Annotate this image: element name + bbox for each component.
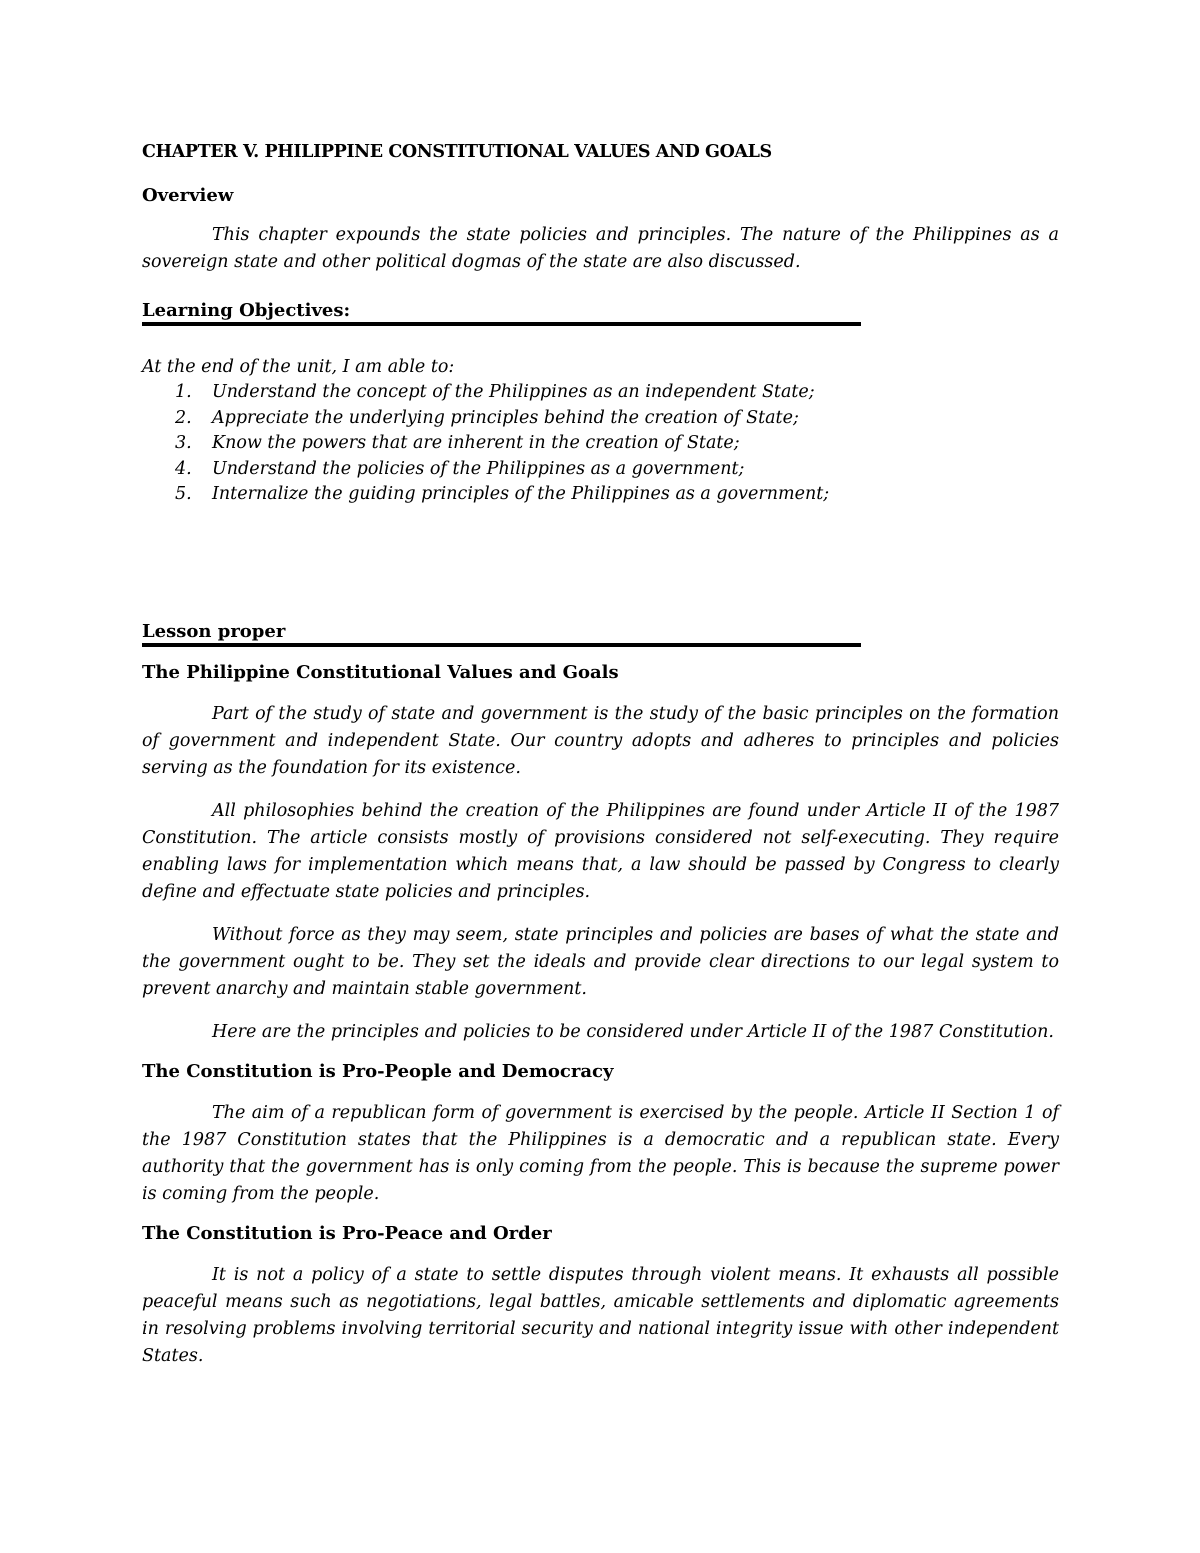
lesson-subheading: The Philippine Constitutional Values and Goals — [142, 661, 619, 683]
lesson-paragraph: Here are the principles and policies to be considered under Article II of the 1987 Constitution. — [212, 1021, 1054, 1042]
list-item: 4. Understand the policies of the Philippines as a government; — [175, 458, 745, 479]
lesson-paragraph: Part of the study of state and government is the study of the basic principles on the formation of government and independent State. Our country adopts and adheres to principles and policies serving as the foundation for its existence. — [142, 703, 1059, 778]
lesson-proper-heading: Lesson proper — [142, 621, 861, 647]
pro-people-heading: The Constitution is Pro-People and Democracy — [142, 1060, 614, 1082]
pro-people-text: The aim of a republican form of government is exercised by the people. Article II Section 1 of the 1987 Constitution states that the Philippines is a democratic and a republican state. Every authority that the government has is only coming from the people. This is because the supreme power is coming from the people. — [142, 1102, 1059, 1204]
objectives-intro: At the end of the unit, I am able to: — [142, 357, 455, 377]
pro-peace-text: It is not a policy of a state to settle disputes through violent means. It exhausts all possible peaceful means such as negotiations, legal battles, amicable settlements and diplomatic agreements in resolving problems involving territorial security and national integrity issue with other independent States. — [142, 1264, 1059, 1366]
objectives-list — [142, 380, 1059, 508]
list-item: 5. Internalize the guiding principles of the Philippines as a government; — [175, 484, 830, 504]
overview-heading: Overview — [142, 185, 234, 206]
overview-text: This chapter expounds the state policies and principles. The nature of the Philippines as a sovereign state and other political dogmas of the state are also discussed. — [142, 225, 1059, 272]
chapter-title: CHAPTER V. PHILIPPINE CONSTITUTIONAL VALUES AND GOALS — [142, 142, 772, 162]
lesson-paragraph: Without force as they may seem, state principles and policies are bases of what the state and the government ought to be. They set the ideals and provide clear directions to our legal system to prevent anarchy and maintain stable government. — [142, 924, 1059, 999]
learning-objectives-heading: Learning Objectives: — [142, 300, 861, 326]
list-item: 3. Know the powers that are inherent in the creation of State; — [175, 433, 740, 453]
list-item: 2. Appreciate the underlying principles behind the creation of State; — [175, 407, 799, 428]
document-page — [142, 140, 1059, 1370]
pro-peace-heading: The Constitution is Pro-Peace and Order — [142, 1222, 552, 1244]
lesson-paragraph: All philosophies behind the creation of the Philippines are found under Article II of the 1987 Constitution. The article consists mostly of provisions considered not self-executing. They require enabling laws for implementation which means that, a law should be passed by Congress to clearly define and effectuate state policies and principles. — [142, 800, 1059, 902]
list-item: 1. Understand the concept of the Philippines as an independent State; — [175, 382, 815, 402]
